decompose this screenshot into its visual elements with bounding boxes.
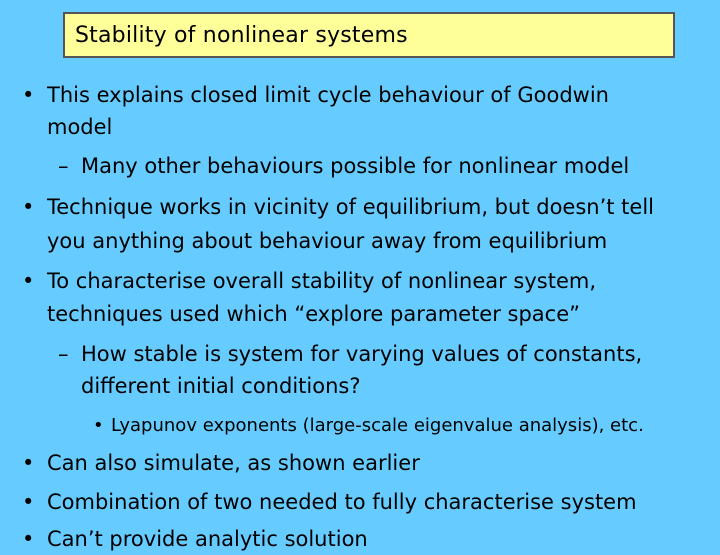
sub-bullet-text: Many other behaviours possible for nonlinear model — [81, 154, 630, 178]
slide-title: Stability of nonlinear systems — [75, 23, 408, 48]
bullet-text: you anything about behaviour away from equilibrium — [47, 229, 608, 253]
bullet-text: Can also simulate, as shown earlier — [47, 451, 420, 475]
bullet-marker: • — [22, 490, 35, 514]
sub-bullet-continuation — [81, 370, 360, 402]
bullet-marker: • — [22, 527, 35, 551]
bullet-continuation — [47, 111, 112, 143]
bullet-text: Can’t provide analytic solution — [47, 527, 368, 551]
bullet-text: Combination of two needed to fully characterise system — [47, 490, 637, 514]
bullet-text: To characterise overall stability of nonlinear system, — [47, 269, 597, 293]
bullet-continuation — [47, 298, 580, 330]
bullet-text: Technique works in vicinity of equilibrium, but doesn’t tell — [47, 195, 654, 219]
bullet-text: model — [47, 115, 113, 139]
dash-marker: – — [58, 154, 69, 178]
dash-marker: – — [58, 342, 69, 366]
bullet-marker: • — [22, 451, 35, 475]
bullet-text: This explains closed limit cycle behaviour of Goodwin — [47, 83, 609, 107]
title-box — [63, 12, 675, 58]
sub-bullet-text: different initial conditions? — [81, 374, 361, 398]
sub-bullet-marker: • — [93, 415, 104, 436]
bullet-marker: • — [22, 195, 35, 219]
sub-sub-bullet-text: Lyapunov exponents (large-scale eigenvalue analysis), etc. — [111, 415, 644, 436]
bullet-marker: • — [22, 83, 35, 107]
bullet-marker: • — [22, 269, 35, 293]
bullet-continuation — [47, 225, 607, 257]
bullet-text: techniques used which “explore parameter space” — [47, 302, 581, 326]
sub-bullet-text: How stable is system for varying values of constants, — [81, 342, 643, 366]
